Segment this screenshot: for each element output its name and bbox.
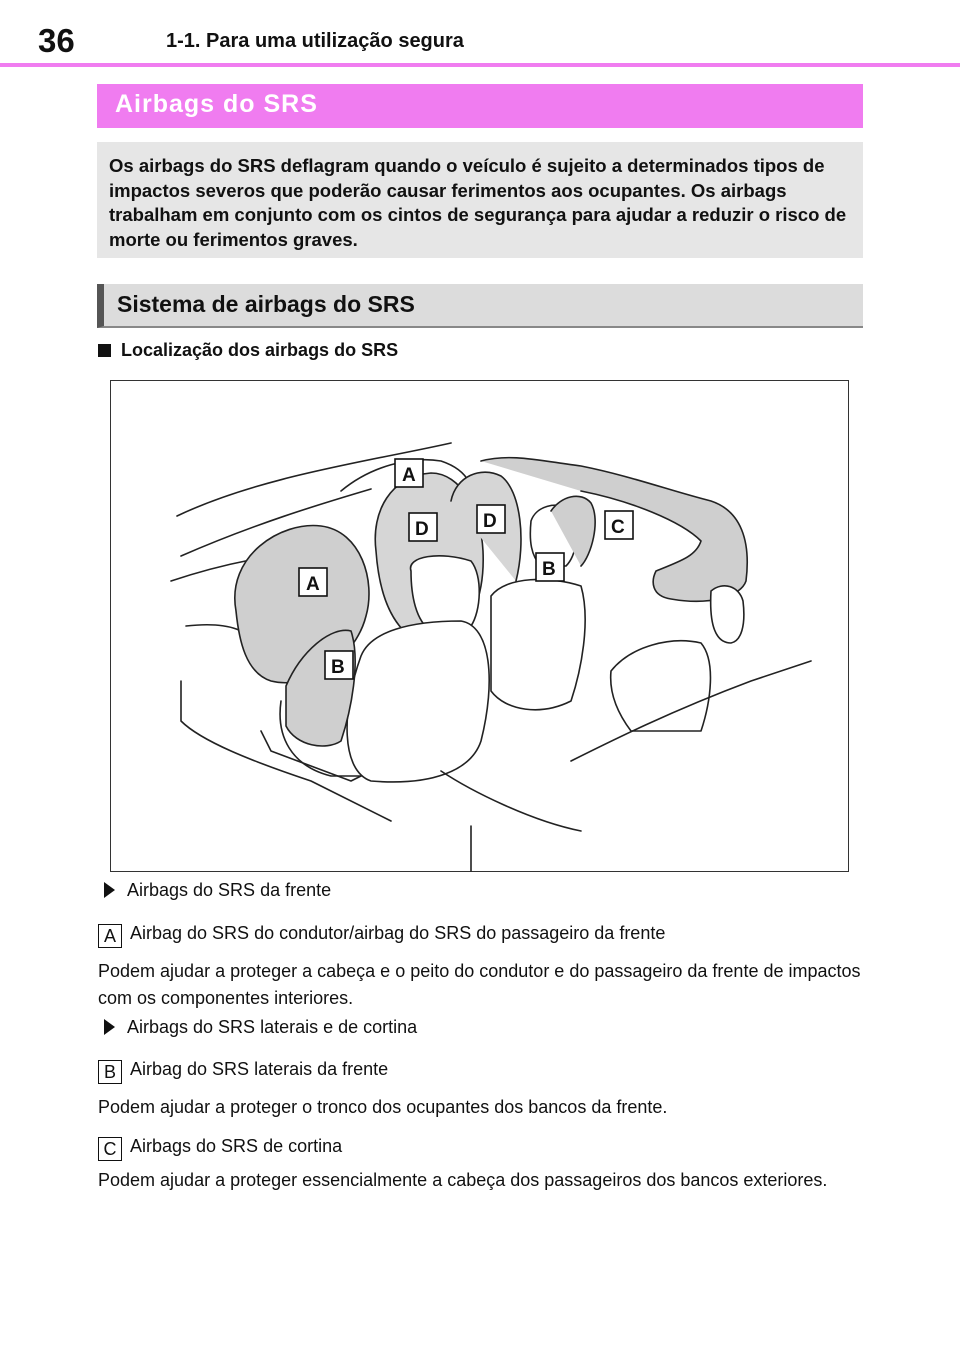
- label-b-left: B: [331, 657, 345, 678]
- floor-line: [441, 771, 581, 831]
- section-banner: [97, 84, 863, 128]
- rear-headrest: [711, 586, 744, 643]
- key-box-b: B: [98, 1060, 122, 1084]
- key-item-text: Airbag do SRS do condutor/airbag do SRS do passageiro da frente: [130, 923, 666, 943]
- label-a-top: A: [402, 465, 416, 486]
- key-item-a: [98, 923, 665, 948]
- triangle-bullet-icon: [104, 1019, 115, 1035]
- section-title: 1-1. Para uma utilização segura: [166, 30, 464, 52]
- label-b-right: B: [542, 559, 556, 580]
- passenger-seat: [491, 579, 585, 709]
- list-item-text: Airbags do SRS laterais e de cortina: [127, 1017, 418, 1037]
- airbag-location-figure: [110, 380, 849, 872]
- page-number: 36: [38, 22, 75, 59]
- body-paragraph: Podem ajudar a proteger o tronco dos ocupantes dos bancos da frente.: [98, 1097, 668, 1117]
- driver-seat: [347, 621, 489, 782]
- car-interior-illustration: [111, 381, 850, 873]
- label-d-right: D: [483, 511, 497, 532]
- label-a-left: A: [306, 574, 320, 595]
- body-paragraph: Podem ajudar a proteger essencialmente a cabeça dos passageiros dos bancos exteriores.: [98, 1170, 828, 1190]
- label-d-left: D: [415, 519, 429, 540]
- list-item-side-curtain: [104, 1017, 417, 1038]
- key-item-b: [98, 1059, 388, 1084]
- list-item-front-airbags: [104, 880, 331, 901]
- key-item-c: [98, 1136, 342, 1161]
- key-box-a: A: [98, 924, 122, 948]
- key-box-c: C: [98, 1137, 122, 1161]
- body-paragraph: Podem ajudar a proteger a cabeça e o peito do condutor e do passageiro da frente de impactos com os componentes interiores.: [98, 961, 861, 1008]
- banner-title: Airbags do SRS: [115, 90, 318, 118]
- intro-box: [97, 142, 863, 258]
- label-c: C: [611, 517, 625, 538]
- subsection-title: Sistema de airbags do SRS: [117, 291, 415, 317]
- key-item-text: Airbag do SRS laterais da frente: [130, 1059, 389, 1079]
- intro-text: Os airbags do SRS deflagram quando o veículo é sujeito a determinados tipos de impactos severos que poderão causar ferimentos aos ocupantes. Os airbags trabalham em conjunto com os cintos de segurança para ajudar a reduzir o risco de morte ou ferimentos graves.: [109, 155, 847, 250]
- subsection-banner: [97, 284, 863, 328]
- header-rule: [0, 63, 960, 67]
- front-seat-headrest: [411, 556, 480, 631]
- location-heading-text: Localização dos airbags do SRS: [121, 340, 399, 360]
- key-item-text: Airbags do SRS de cortina: [130, 1136, 343, 1156]
- square-bullet-icon: [98, 344, 111, 357]
- triangle-bullet-icon: [104, 882, 115, 898]
- location-heading: [98, 340, 398, 361]
- list-item-text: Airbags do SRS da frente: [127, 880, 332, 900]
